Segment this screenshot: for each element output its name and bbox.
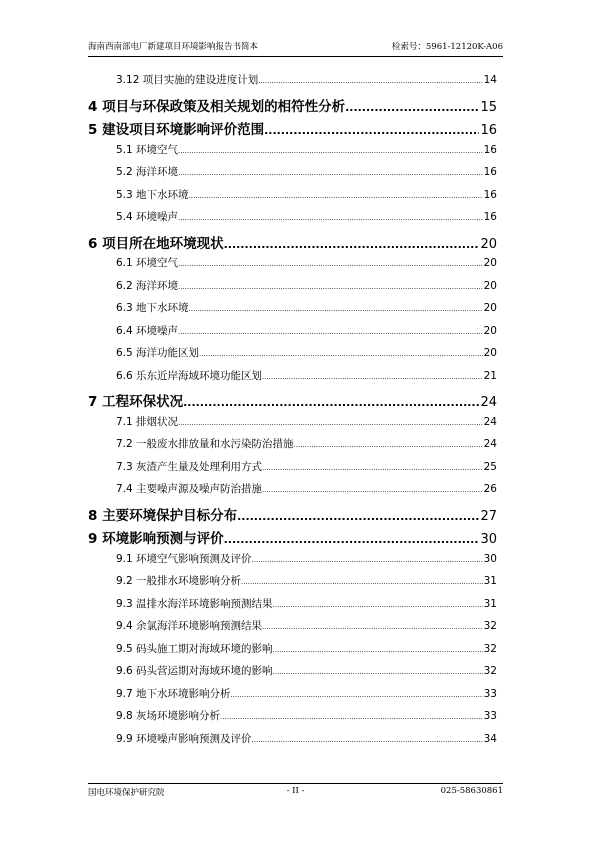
- toc-entry-label: 5.1 环境空气: [116, 143, 179, 156]
- toc-entry-page-number: 34: [483, 732, 497, 745]
- toc-dot-leader: [189, 192, 483, 200]
- toc-section-entry[interactable]: [88, 731, 497, 754]
- toc-entry-page-number: 27: [480, 508, 497, 524]
- toc-entry-label: 6.5 海洋功能区划: [116, 347, 200, 359]
- toc-entry-label: 5.2 海洋环境: [116, 166, 179, 178]
- toc-section-entry[interactable]: [88, 142, 497, 165]
- toc-entry-label: 6.1 环境空气: [116, 257, 179, 269]
- toc-section-entry[interactable]: [88, 481, 497, 504]
- toc-entry-label: 9.6 码头营运期对海域环境的影响: [116, 665, 273, 677]
- toc-entry-label: 8 主要环境保护目标分布: [88, 507, 238, 524]
- toc-entry-label: 9.9 环境噪声影响预测及评价: [116, 732, 252, 745]
- toc-section-entry[interactable]: [88, 573, 497, 596]
- toc-section-entry[interactable]: [88, 641, 497, 664]
- toc-entry-page-number: 33: [483, 687, 497, 700]
- toc-dot-leader: [264, 124, 479, 137]
- toc-dot-leader: [345, 101, 479, 114]
- toc-entry-page-number: 16: [480, 123, 497, 138]
- toc-dot-leader: [199, 350, 483, 358]
- toc-dot-leader: [273, 668, 483, 676]
- toc-section-entry[interactable]: [88, 368, 497, 391]
- toc-section-entry[interactable]: [88, 708, 497, 731]
- toc-section-entry[interactable]: [88, 596, 497, 619]
- page-footer: [88, 786, 503, 802]
- toc-entry-page-number: 31: [483, 575, 497, 587]
- toc-entry-label: 7.3 灰渣产生量及处理利用方式: [116, 460, 263, 473]
- toc-entry-label: 7.4 主要噪声源及噪声防治措施: [116, 483, 263, 495]
- toc-entry-label: 9.1 环境空气影响预测及评价: [116, 552, 252, 565]
- toc-section-entry[interactable]: [88, 72, 497, 95]
- page-header: [88, 40, 503, 56]
- toc-entry-label: 5.4 环境噪声: [116, 211, 179, 223]
- toc-entry-label: 9.8 灰场环境影响分析: [116, 710, 221, 722]
- toc-entry-label: 6.4 环境噪声: [116, 324, 179, 337]
- toc-entry-label: 6 项目所在地环境现状: [88, 235, 224, 252]
- toc-section-entry[interactable]: [88, 323, 497, 346]
- toc-entry-label: 3.12 项目实施的建设进度计划: [116, 74, 259, 86]
- toc-entry-page-number: 32: [483, 620, 497, 632]
- toc-dot-leader: [262, 464, 483, 472]
- toc-dot-leader: [189, 305, 483, 313]
- toc-entry-label: 5 建设项目环境影响评价范围: [88, 122, 265, 138]
- toc-entry-label: 7 工程环保状况: [88, 394, 184, 410]
- toc-section-entry[interactable]: [88, 255, 497, 278]
- toc-entry-label: 9.7 地下水环境影响分析: [116, 687, 231, 700]
- toc-entry-label: 9 环境影响预测与评价: [88, 531, 224, 547]
- toc-entry-label: 6.2 海洋环境: [116, 279, 179, 292]
- toc-entry-page-number: 14: [483, 74, 497, 86]
- toc-entry-page-number: 24: [480, 395, 497, 410]
- toc-entry-page-number: 21: [483, 369, 497, 382]
- toc-entry-page-number: 20: [483, 347, 497, 359]
- toc-entry-page-number: 24: [483, 415, 497, 428]
- toc-dot-leader: [224, 533, 480, 546]
- toc-dot-leader: [178, 283, 483, 291]
- toc-chapter-entry[interactable]: [88, 390, 497, 414]
- toc-entry-page-number: 16: [483, 211, 497, 223]
- footer-page-number: - II -: [286, 786, 305, 796]
- toc-section-entry[interactable]: [88, 663, 497, 686]
- toc-entry-page-number: 20: [480, 236, 497, 252]
- header-rule: [88, 56, 503, 57]
- toc-chapter-entry[interactable]: [88, 95, 497, 119]
- toc-entry-page-number: 20: [483, 279, 497, 292]
- header-document-number: 检索号：5961-12120K-A06: [391, 42, 503, 52]
- toc-entry-label: 9.4 余氯海洋环境影响预测结果: [116, 620, 263, 632]
- toc-entry-label: 6.6 乐东近岸海域环境功能区划: [116, 369, 263, 382]
- toc-section-entry[interactable]: [88, 187, 497, 210]
- toc-entry-page-number: 20: [483, 324, 497, 337]
- toc-entry-page-number: 33: [483, 710, 497, 722]
- toc-chapter-entry[interactable]: [88, 118, 497, 142]
- toc-dot-leader: [183, 396, 479, 409]
- toc-section-entry[interactable]: [88, 278, 497, 301]
- toc-entry-page-number: 32: [483, 642, 497, 655]
- toc-dot-leader: [178, 214, 483, 222]
- toc-section-entry[interactable]: [88, 551, 497, 574]
- toc-dot-leader: [178, 260, 483, 268]
- toc-entry-page-number: 31: [483, 597, 497, 610]
- toc-entry-label: 9.3 温排水海洋环境影响预测结果: [116, 597, 273, 610]
- footer-rule: [88, 783, 503, 784]
- toc-dot-leader: [241, 578, 483, 586]
- toc-dot-leader: [262, 373, 483, 381]
- toc-dot-leader: [178, 169, 483, 177]
- toc-dot-leader: [273, 601, 483, 609]
- toc-entry-label: 9.2 一般排水环境影响分析: [116, 575, 242, 587]
- toc-section-entry[interactable]: [88, 686, 497, 709]
- toc-section-entry[interactable]: [88, 618, 497, 641]
- toc-entry-page-number: 16: [483, 143, 497, 156]
- toc-entry-page-number: 20: [483, 257, 497, 269]
- toc-dot-leader: [178, 147, 483, 155]
- toc-entry-page-number: 20: [483, 302, 497, 314]
- toc-dot-leader: [273, 646, 483, 654]
- table-of-contents: [88, 72, 497, 753]
- toc-section-entry[interactable]: [88, 459, 497, 482]
- toc-section-entry[interactable]: [88, 164, 497, 187]
- toc-dot-leader: [224, 238, 480, 251]
- toc-dot-leader: [220, 713, 483, 721]
- toc-dot-leader: [262, 486, 483, 494]
- toc-chapter-entry[interactable]: [88, 504, 497, 528]
- toc-dot-leader: [237, 510, 479, 523]
- toc-entry-label: 9.5 码头施工期对海域环境的影响: [116, 642, 273, 655]
- toc-entry-page-number: 15: [480, 99, 497, 115]
- toc-entry-page-number: 30: [480, 532, 497, 547]
- toc-entry-page-number: 25: [483, 460, 497, 473]
- toc-dot-leader: [252, 736, 483, 744]
- toc-entry-label: 4 项目与环保政策及相关规划的相符性分析: [88, 98, 346, 115]
- toc-entry-page-number: 30: [483, 552, 497, 565]
- toc-dot-leader: [178, 328, 483, 336]
- toc-section-entry[interactable]: [88, 209, 497, 232]
- header-document-title: 海南西南部电厂新建项目环境影响报告书简本: [88, 42, 259, 52]
- toc-section-entry[interactable]: [88, 345, 497, 368]
- toc-dot-leader: [294, 441, 483, 449]
- toc-entry-label: 6.3 地下水环境: [116, 302, 189, 314]
- toc-dot-leader: [262, 623, 483, 631]
- toc-entry-label: 5.3 地下水环境: [116, 188, 189, 201]
- toc-dot-leader: [252, 556, 483, 564]
- toc-entry-label: 7.2 一般废水排放量和水污染防治措施: [116, 438, 294, 450]
- footer-institute: 国电环境保护研究院: [88, 788, 165, 798]
- footer-phone: 025-58630861: [440, 786, 503, 796]
- toc-dot-leader: [258, 77, 482, 85]
- toc-entry-page-number: 24: [483, 438, 497, 450]
- toc-section-entry[interactable]: [88, 414, 497, 437]
- toc-entry-page-number: 32: [483, 665, 497, 677]
- toc-entry-page-number: 26: [483, 483, 497, 495]
- toc-chapter-entry[interactable]: [88, 232, 497, 256]
- toc-entry-page-number: 16: [483, 188, 497, 201]
- toc-chapter-entry[interactable]: [88, 527, 497, 551]
- toc-entry-page-number: 16: [483, 166, 497, 178]
- toc-section-entry[interactable]: [88, 436, 497, 459]
- toc-dot-leader: [231, 691, 483, 699]
- toc-dot-leader: [178, 419, 483, 427]
- toc-section-entry[interactable]: [88, 300, 497, 323]
- toc-entry-label: 7.1 排烟状况: [116, 415, 179, 428]
